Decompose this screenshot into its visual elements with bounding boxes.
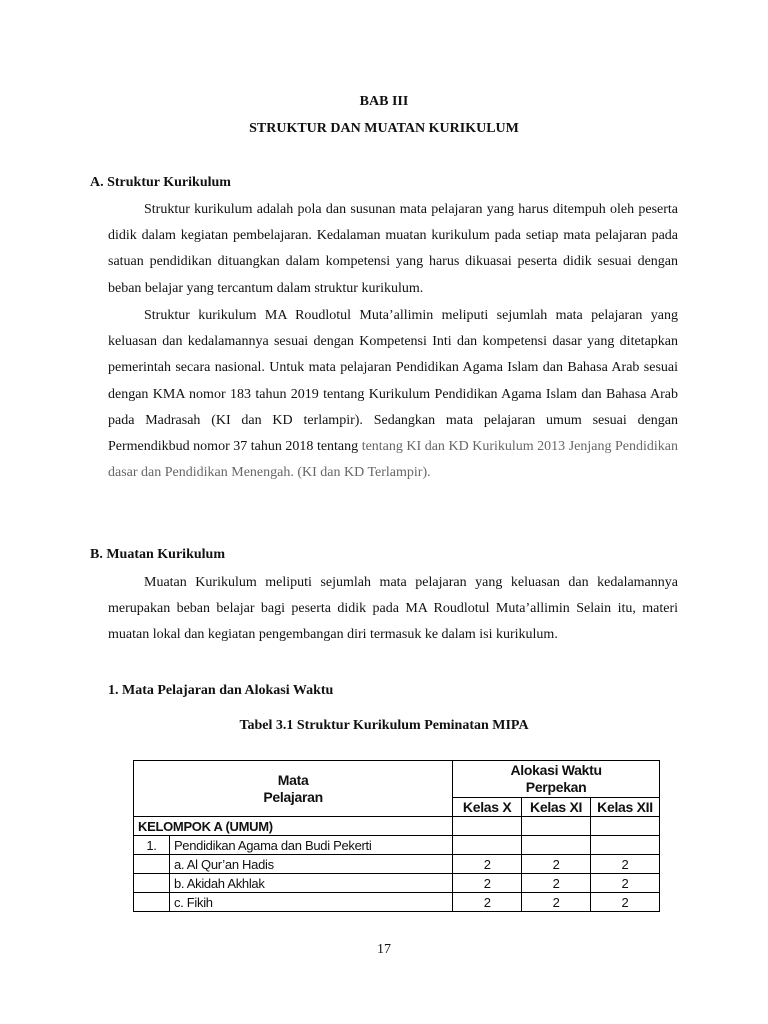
empty-cell [522, 817, 591, 836]
paragraph-text: Struktur kurikulum adalah pola dan susunan mata pelajaran yang harus ditempuh oleh peserta didik dalam kegiatan pembelajaran. Kedalaman muatan kurikulum pada setiap mata pelajaran pada satuan pendidikan dituangkan dalam kompetensi yang harus dikuasai peserta didik sesuai dengan beban belajar yang tercantum dalam struktur kurikulum. [108, 202, 678, 296]
header-subject-line2: Pelajaran [263, 788, 323, 805]
table-row [134, 893, 660, 912]
header-subject-line1: Mata [277, 771, 309, 788]
cell-kelas-xii: 2 [591, 893, 660, 912]
paragraph-text-tail: tentang KI dan KD Kurikulum 2013 Jenjang Pendidikan dasar dan Pendidikan Menengah. (KI dan KD Terlampir). [108, 439, 678, 481]
cell-kelas-xii: 2 [591, 855, 660, 874]
row-label: b. Akidah Akhlak [169, 874, 452, 893]
cell-kelas-x: 2 [453, 855, 522, 874]
header-allocation-line2: Perpekan [525, 779, 587, 795]
table-row-group [134, 817, 660, 836]
header-allocation-line1: Alokasi Waktu [510, 762, 602, 778]
table-row [134, 874, 660, 893]
paragraph-text-main: Struktur kurikulum MA Roudlotul Muta’allimin meliputi sejumlah mata pelajaran yang keluasan dan kedalamannya sesuai dengan Kompetensi Inti dan kompetensi dasar yang ditetapkan pemerintah secara nasional. Untuk mata pelajaran Pendidikan Agama Islam dan Bahasa Arab sesuai dengan KMA nomor 183 tahun 2019 tentang Kurikulum Pendidikan Agama Islam dan Bahasa Arab pada Madrasah (KI dan KD terlampir). Sedangkan mata pelajaran umum sesuai dengan Permendikbud nomor 37 tahun 2018 tentang [108, 308, 678, 455]
cell-kelas-x: 2 [453, 874, 522, 893]
row-label: c. Fikih [169, 893, 452, 912]
table-row [134, 836, 660, 855]
section-a-heading: A. Struktur Kurikulum [90, 175, 231, 190]
header-allocation [453, 761, 660, 798]
empty-cell [453, 817, 522, 836]
cell-kelas-xi: 2 [522, 855, 591, 874]
page-number: 17 [377, 942, 391, 957]
empty-cell [591, 817, 660, 836]
table-header-row [134, 761, 660, 798]
chapter-title: STRUKTUR DAN MUATAN KURIKULUM [249, 121, 519, 136]
cell-kelas-xii: 2 [591, 874, 660, 893]
empty-cell [134, 874, 170, 893]
header-kelas-xii: Kelas XII [591, 798, 660, 817]
empty-cell [453, 836, 522, 855]
chapter-label: BAB III [359, 94, 409, 109]
subsection-heading: 1. Mata Pelajaran dan Alokasi Waktu [108, 683, 334, 698]
curriculum-table [133, 760, 660, 912]
table-row [134, 855, 660, 874]
header-kelas-x: Kelas X [453, 798, 522, 817]
cell-kelas-xi: 2 [522, 874, 591, 893]
paragraph-text [108, 303, 678, 486]
empty-cell [134, 855, 170, 874]
empty-cell [591, 836, 660, 855]
group-label: KELOMPOK A (UMUM) [134, 817, 453, 836]
row-label: Pendidikan Agama dan Budi Pekerti [169, 836, 452, 855]
section-a-paragraph-1 [108, 197, 678, 302]
cell-kelas-x: 2 [453, 893, 522, 912]
paragraph-text: Muatan Kurikulum meliputi sejumlah mata pelajaran yang keluasan dan kedalamannya merupakan beban belajar bagi peserta didik pada MA Roudlotul Muta’allimin Selain itu, materi muatan lokal dan kegiatan pengembangan diri termasuk ke dalam isi kurikulum. [108, 575, 678, 643]
header-kelas-xi: Kelas XI [522, 798, 591, 817]
empty-cell [134, 893, 170, 912]
empty-cell [522, 836, 591, 855]
header-subject [134, 761, 453, 817]
row-number: 1. [134, 836, 170, 855]
table-caption: Tabel 3.1 Struktur Kurikulum Peminatan MIPA [239, 718, 529, 733]
section-b-paragraph-1 [108, 570, 678, 649]
section-b-heading: B. Muatan Kurikulum [90, 547, 225, 562]
row-label: a. Al Qur’an Hadis [169, 855, 452, 874]
section-a-paragraph-2 [108, 303, 678, 486]
cell-kelas-xi: 2 [522, 893, 591, 912]
